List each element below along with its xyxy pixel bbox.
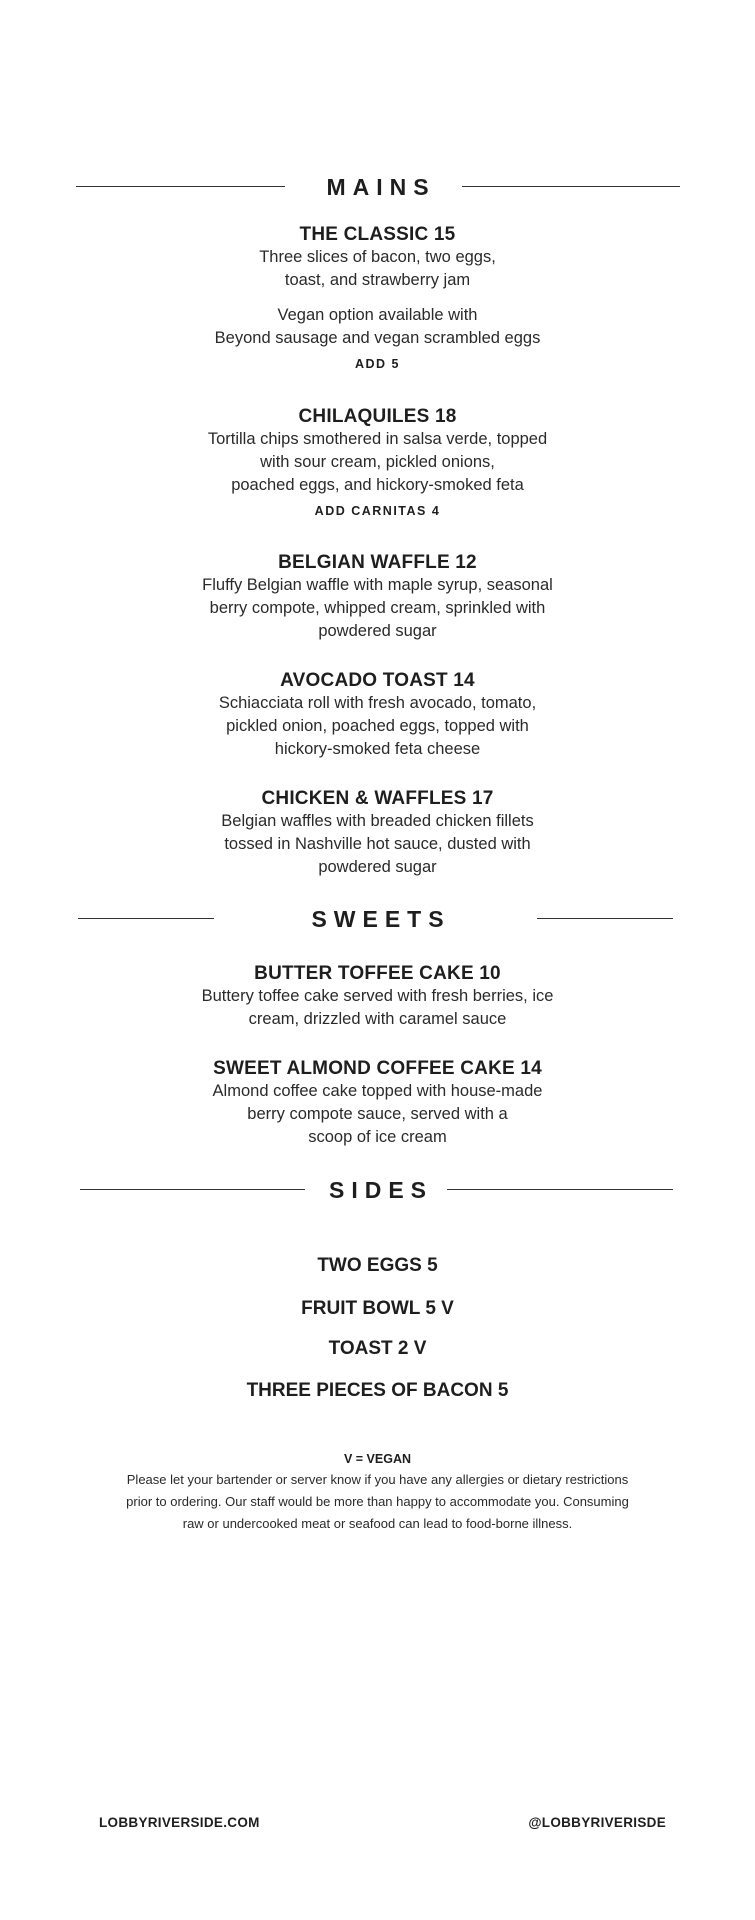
side-item: TWO EGGS 5 <box>317 1255 438 1276</box>
item-addon: ADD 5 <box>354 357 400 371</box>
item-description-line: hickory-smoked feta cheese <box>274 740 481 758</box>
item-description-line: poached eggs, and hickory-smoked feta <box>231 476 524 494</box>
item-description-line: powdered sugar <box>318 858 437 876</box>
menu-item-chilaquiles <box>0 406 755 519</box>
side-item: TOAST 2 V <box>328 1338 427 1359</box>
item-description-line: cream, drizzled with caramel sauce <box>248 1010 507 1028</box>
item-description-line: Tortilla chips smothered in salsa verde, topped <box>207 430 548 448</box>
social-handle[interactable]: @LOBBYRIVERISDE <box>528 1815 666 1830</box>
menu-item-chicken-waffles <box>0 788 755 879</box>
divider-line <box>462 186 680 187</box>
item-description-line: toast, and strawberry jam <box>284 271 471 289</box>
disclaimer-line: Please let your bartender or server know if you have any allergies or dietary restrictions <box>126 1472 629 1487</box>
disclaimer-line: raw or undercooked meat or seafood can lead to food-borne illness. <box>182 1516 573 1531</box>
item-description-line: berry compote, whipped cream, sprinkled with <box>209 599 546 617</box>
item-description-line: Belgian waffles with breaded chicken fillets <box>221 812 534 830</box>
item-title: BELGIAN WAFFLE 12 <box>278 552 477 573</box>
item-vegan-note <box>0 304 755 350</box>
item-title: THE CLASSIC 15 <box>299 224 456 245</box>
item-description <box>0 428 755 497</box>
item-description-line: Beyond sausage and vegan scrambled eggs <box>214 329 541 347</box>
divider-line <box>447 1189 673 1190</box>
item-title: CHILAQUILES 18 <box>298 406 457 427</box>
allergy-disclaimer <box>88 1469 668 1535</box>
item-description-line: Three slices of bacon, two eggs, <box>259 248 496 266</box>
item-title: BUTTER TOFFEE CAKE 10 <box>254 963 501 984</box>
item-addon: ADD CARNITAS 4 <box>314 504 441 518</box>
side-item: FRUIT BOWL 5 V <box>301 1298 454 1319</box>
item-description-line: Schiacciata roll with fresh avocado, tomato, <box>218 694 537 712</box>
item-title: AVOCADO TOAST 14 <box>280 670 475 691</box>
menu-item-belgian-waffle <box>0 552 755 643</box>
disclaimer-line: prior to ordering. Our staff would be more than happy to accommodate you. Consuming <box>126 1494 629 1509</box>
item-description-line: powdered sugar <box>318 622 437 640</box>
item-description <box>0 574 755 643</box>
section-title-sides: SIDES <box>328 1177 434 1203</box>
menu-item-butter-toffee-cake <box>0 963 755 1031</box>
menu-item-avocado-toast <box>0 670 755 761</box>
item-description-line: Fluffy Belgian waffle with maple syrup, seasonal <box>202 576 553 594</box>
section-header-sweets <box>0 904 755 934</box>
item-description <box>0 692 755 761</box>
item-description <box>0 246 755 292</box>
item-description <box>0 810 755 879</box>
item-description-line: pickled onion, poached eggs, topped with <box>226 717 529 735</box>
item-description-line: tossed in Nashville hot sauce, dusted with <box>224 835 531 853</box>
section-header-sides <box>0 1175 755 1205</box>
item-title: SWEET ALMOND COFFEE CAKE 14 <box>213 1058 542 1079</box>
item-description-line: Vegan option available with <box>277 306 478 324</box>
menu-item-the-classic <box>0 224 755 372</box>
allergy-note <box>0 1449 755 1535</box>
section-title-sweets: SWEETS <box>311 906 451 932</box>
website-link[interactable]: LOBBYRIVERSIDE.COM <box>99 1815 260 1830</box>
side-item: THREE PIECES OF BACON 5 <box>246 1380 509 1401</box>
divider-line <box>537 918 673 919</box>
item-description-line: Almond coffee cake topped with house-made <box>212 1082 543 1100</box>
item-description-line: with sour cream, pickled onions, <box>260 453 495 471</box>
item-title: CHICKEN & WAFFLES 17 <box>261 788 494 809</box>
item-description <box>0 1080 755 1149</box>
item-description-line: berry compote sauce, served with a <box>247 1105 508 1123</box>
item-description-line: Buttery toffee cake served with fresh berries, ice <box>201 987 554 1005</box>
menu-item-sweet-almond-coffee-cake <box>0 1058 755 1149</box>
section-title-mains: MAINS <box>326 174 436 200</box>
section-header-mains <box>0 172 755 202</box>
vegan-legend: V = VEGAN <box>343 1452 412 1466</box>
item-description-line: scoop of ice cream <box>308 1128 447 1146</box>
item-description <box>0 985 755 1031</box>
